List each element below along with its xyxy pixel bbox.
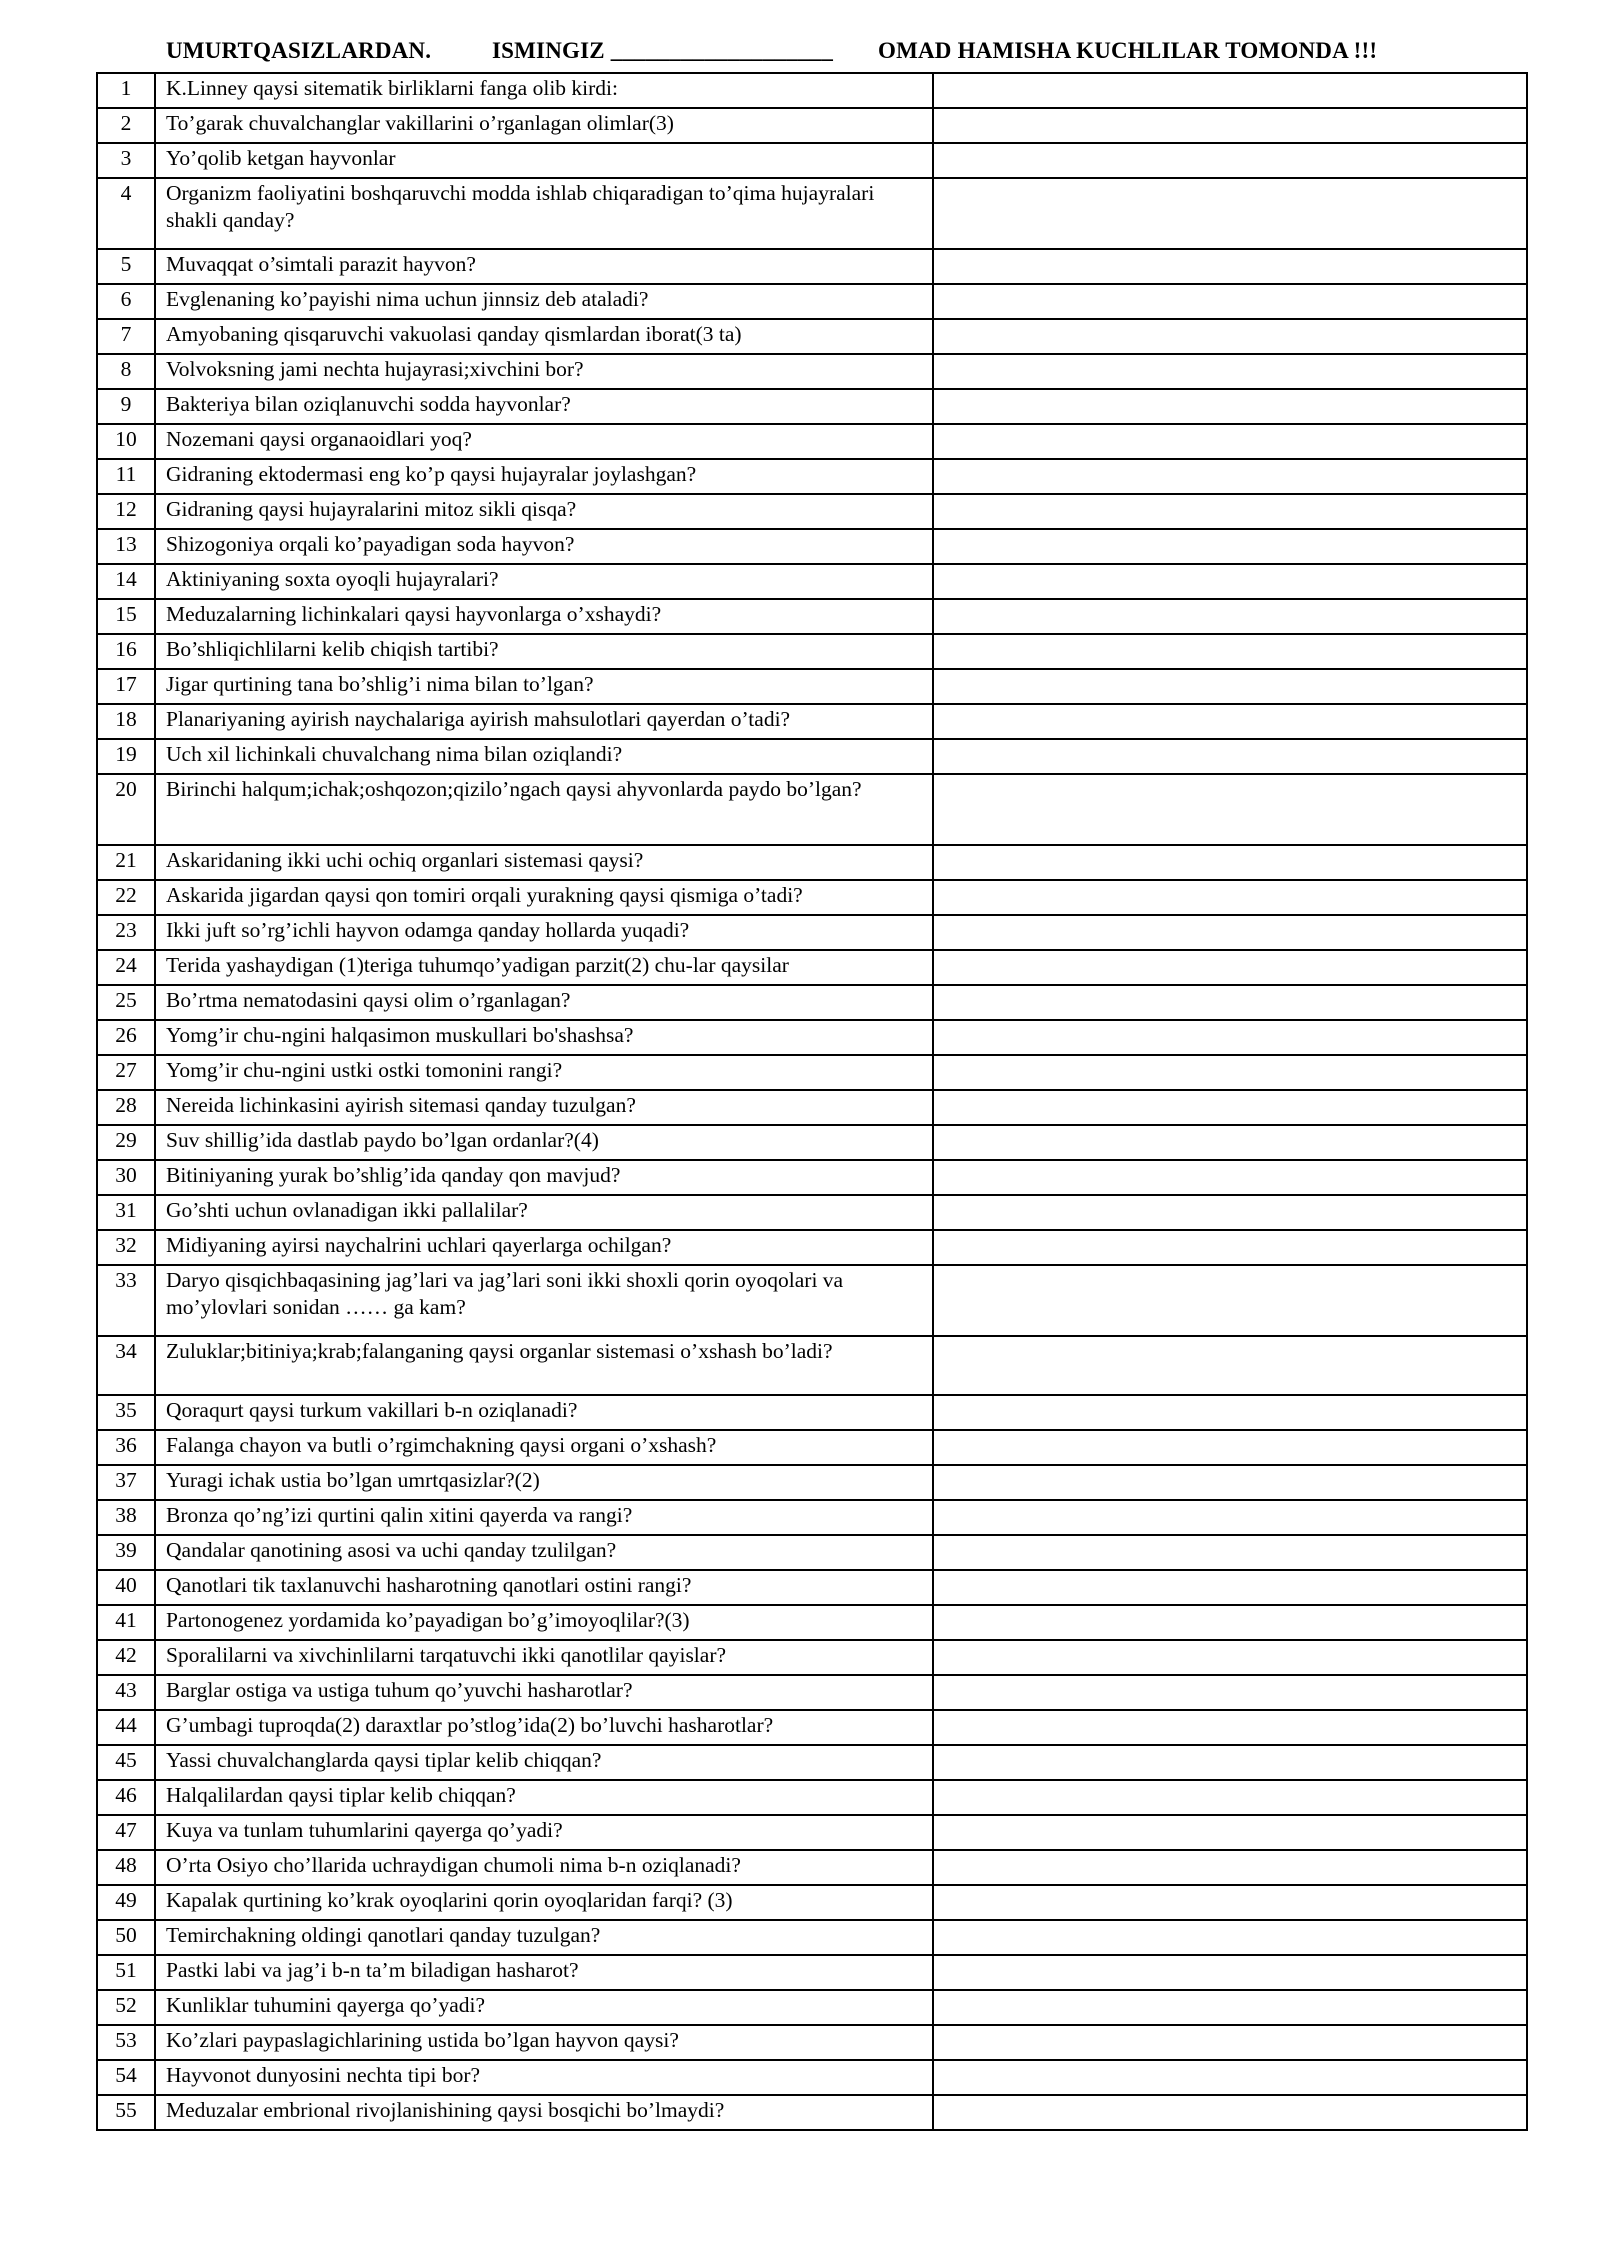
answer-cell[interactable] (933, 1955, 1527, 1990)
question-text: Go’shti uchun ovlanadigan ikki pallalilar? (155, 1195, 933, 1230)
question-text: Yomg’ir chu-ngini ustki ostki tomonini rangi? (155, 1055, 933, 1090)
question-number: 35 (97, 1395, 155, 1430)
question-text: Aktiniyaning soxta oyoqli hujayralari? (155, 564, 933, 599)
table-row (97, 1265, 1527, 1336)
question-number: 32 (97, 1230, 155, 1265)
table-row (97, 1640, 1527, 1675)
table-row (97, 249, 1527, 284)
table-row (97, 178, 1527, 249)
question-text: Bakteriya bilan oziqlanuvchi sodda hayvonlar? (155, 389, 933, 424)
question-number: 16 (97, 634, 155, 669)
answer-cell[interactable] (933, 1395, 1527, 1430)
question-text: Amyobaning qisqaruvchi vakuolasi qanday qismlardan iborat(3 ta) (155, 319, 933, 354)
table-row (97, 1570, 1527, 1605)
table-row (97, 389, 1527, 424)
question-number: 25 (97, 985, 155, 1020)
table-row (97, 880, 1527, 915)
answer-cell[interactable] (933, 704, 1527, 739)
question-number: 48 (97, 1850, 155, 1885)
question-number: 18 (97, 704, 155, 739)
question-number: 38 (97, 1500, 155, 1535)
question-number: 36 (97, 1430, 155, 1465)
question-text: Meduzalarning lichinkalari qaysi hayvonlarga o’xshaydi? (155, 599, 933, 634)
question-number: 34 (97, 1336, 155, 1395)
question-number: 52 (97, 1990, 155, 2025)
table-row (97, 1780, 1527, 1815)
question-number: 20 (97, 774, 155, 845)
answer-cell[interactable] (933, 1675, 1527, 1710)
question-number: 17 (97, 669, 155, 704)
question-text: Partonogenez yordamida ko’payadigan bo’g’imoyoqlilar?(3) (155, 1605, 933, 1640)
question-number: 23 (97, 915, 155, 950)
question-number: 14 (97, 564, 155, 599)
answer-cell[interactable] (933, 845, 1527, 880)
table-row (97, 529, 1527, 564)
question-text: Qoraqurt qaysi turkum vakillari b-n oziqlanadi? (155, 1395, 933, 1430)
answer-cell[interactable] (933, 1745, 1527, 1780)
table-row (97, 143, 1527, 178)
question-text: Kapalak qurtining ko’krak oyoqlarini qorin oyoqlaridan farqi? (3) (155, 1885, 933, 1920)
question-text: Meduzalar embrional rivojlanishining qaysi bosqichi bo’lmaydi? (155, 2095, 933, 2130)
question-number: 26 (97, 1020, 155, 1055)
question-text: Planariyaning ayirish naychalariga ayirish mahsulotlari qayerdan o’tadi? (155, 704, 933, 739)
table-row (97, 1465, 1527, 1500)
answer-cell[interactable] (933, 1230, 1527, 1265)
answer-cell[interactable] (933, 950, 1527, 985)
question-number: 47 (97, 1815, 155, 1850)
question-text: Temirchakning oldingi qanotlari qanday tuzulgan? (155, 1920, 933, 1955)
question-text: Halqalilardan qaysi tiplar kelib chiqqan? (155, 1780, 933, 1815)
question-text: Yassi chuvalchanglarda qaysi tiplar kelib chiqqan? (155, 1745, 933, 1780)
question-text: Yuragi ichak ustia bo’lgan umrtqasizlar?(2) (155, 1465, 933, 1500)
answer-cell[interactable] (933, 1265, 1527, 1336)
question-text: Bo’shliqichlilarni kelib chiqish tartibi? (155, 634, 933, 669)
question-text: Terida yashaydigan (1)teriga tuhumqo’yadigan parzit(2) chu-lar qaysilar (155, 950, 933, 985)
question-text: Uch xil lichinkali chuvalchang nima bilan oziqlandi? (155, 739, 933, 774)
table-row (97, 284, 1527, 319)
table-row (97, 1605, 1527, 1640)
table-row (97, 774, 1527, 845)
answer-cell[interactable] (933, 73, 1527, 108)
answer-cell[interactable] (933, 2060, 1527, 2095)
question-text: Ko’zlari paypaslagichlarining ustida bo’lgan hayvon qaysi? (155, 2025, 933, 2060)
question-text: To’garak chuvalchanglar vakillarini o’rganlagan olimlar(3) (155, 108, 933, 143)
question-text: Bo’rtma nematodasini qaysi olim o’rganlagan? (155, 985, 933, 1020)
table-row (97, 634, 1527, 669)
question-text: Suv shillig’ida dastlab paydo bo’lgan ordanlar?(4) (155, 1125, 933, 1160)
answer-cell[interactable] (933, 1020, 1527, 1055)
table-row (97, 2060, 1527, 2095)
table-row (97, 319, 1527, 354)
question-number: 46 (97, 1780, 155, 1815)
question-number: 44 (97, 1710, 155, 1745)
question-text: Jigar qurtining tana bo’shlig’i nima bilan to’lgan? (155, 669, 933, 704)
table-row (97, 985, 1527, 1020)
answer-cell[interactable] (933, 1570, 1527, 1605)
answer-cell[interactable] (933, 1195, 1527, 1230)
answer-cell[interactable] (933, 143, 1527, 178)
table-row (97, 1955, 1527, 1990)
answer-cell[interactable] (933, 249, 1527, 284)
answer-cell[interactable] (933, 529, 1527, 564)
question-number: 30 (97, 1160, 155, 1195)
table-row (97, 704, 1527, 739)
answer-cell[interactable] (933, 1780, 1527, 1815)
answer-cell[interactable] (933, 1090, 1527, 1125)
table-row (97, 845, 1527, 880)
answer-cell[interactable] (933, 915, 1527, 950)
answer-cell[interactable] (933, 354, 1527, 389)
header-topic: UMURTQASIZLARDAN. (166, 38, 432, 63)
answer-cell[interactable] (933, 634, 1527, 669)
header-name-field: ISMINGIZ ___________________ (492, 38, 834, 63)
answer-cell[interactable] (933, 1336, 1527, 1395)
table-row (97, 1055, 1527, 1090)
question-number: 55 (97, 2095, 155, 2130)
table-row (97, 950, 1527, 985)
question-number: 31 (97, 1195, 155, 1230)
questions-body (97, 73, 1527, 2130)
question-text: K.Linney qaysi sitematik birliklarni fanga olib kirdi: (155, 73, 933, 108)
table-row (97, 1500, 1527, 1535)
question-number: 29 (97, 1125, 155, 1160)
question-text: Askarida jigardan qaysi qon tomiri orqali yurakning qaysi qismiga o’tadi? (155, 880, 933, 915)
question-number: 45 (97, 1745, 155, 1780)
question-text: Bitiniyaning yurak bo’shlig’ida qanday qon mavjud? (155, 1160, 933, 1195)
answer-cell[interactable] (933, 494, 1527, 529)
question-text: Volvoksning jami nechta hujayrasi;xivchini bor? (155, 354, 933, 389)
question-number: 22 (97, 880, 155, 915)
answer-cell[interactable] (933, 2025, 1527, 2060)
question-text: O’rta Osiyo cho’llarida uchraydigan chumoli nima b-n oziqlanadi? (155, 1850, 933, 1885)
answer-cell[interactable] (933, 1920, 1527, 1955)
questions-table (96, 72, 1528, 2131)
question-number: 51 (97, 1955, 155, 1990)
question-text: Falanga chayon va butli o’rgimchakning qaysi organi o’xshash? (155, 1430, 933, 1465)
answer-cell[interactable] (933, 599, 1527, 634)
question-text: Zuluklar;bitiniya;krab;falanganing qaysi organlar sistemasi o’xshash bo’ladi? (155, 1336, 933, 1395)
table-row (97, 1850, 1527, 1885)
question-text: Nereida lichinkasini ayirish sitemasi qanday tuzulgan? (155, 1090, 933, 1125)
question-number: 15 (97, 599, 155, 634)
answer-cell[interactable] (933, 1990, 1527, 2025)
table-row (97, 2095, 1527, 2130)
table-row (97, 915, 1527, 950)
question-number: 39 (97, 1535, 155, 1570)
answer-cell[interactable] (933, 564, 1527, 599)
question-text: Sporalilarni va xivchinlilarni tarqatuvchi ikki qanotlilar qayislar? (155, 1640, 933, 1675)
answer-cell[interactable] (933, 1465, 1527, 1500)
answer-cell[interactable] (933, 108, 1527, 143)
table-row (97, 1430, 1527, 1465)
question-text: Daryo qisqichbaqasining jag’lari va jag’lari soni ikki shoxli qorin oyoqolari va mo’ylovlari sonidan …… ga kam? (155, 1265, 933, 1336)
answer-cell[interactable] (933, 1430, 1527, 1465)
question-number: 7 (97, 319, 155, 354)
answer-cell[interactable] (933, 389, 1527, 424)
question-text: Askaridaning ikki uchi ochiq organlari sistemasi qaysi? (155, 845, 933, 880)
table-row (97, 1920, 1527, 1955)
header-motto: OMAD HAMISHA KUCHLILAR TOMONDA !!! (878, 38, 1378, 63)
question-number: 24 (97, 950, 155, 985)
answer-cell[interactable] (933, 319, 1527, 354)
table-row (97, 1990, 1527, 2025)
question-number: 1 (97, 73, 155, 108)
answer-cell[interactable] (933, 284, 1527, 319)
table-row (97, 73, 1527, 108)
answer-cell[interactable] (933, 1125, 1527, 1160)
question-number: 6 (97, 284, 155, 319)
question-text: G’umbagi tuproqda(2) daraxtlar po’stlog’ida(2) bo’luvchi hasharotlar? (155, 1710, 933, 1745)
answer-cell[interactable] (933, 178, 1527, 249)
answer-cell[interactable] (933, 459, 1527, 494)
question-number: 43 (97, 1675, 155, 1710)
question-number: 50 (97, 1920, 155, 1955)
question-number: 37 (97, 1465, 155, 1500)
question-text: Pastki labi va jag’i b-n ta’m biladigan hasharot? (155, 1955, 933, 1990)
table-row (97, 108, 1527, 143)
table-row (97, 1020, 1527, 1055)
answer-cell[interactable] (933, 1500, 1527, 1535)
question-number: 40 (97, 1570, 155, 1605)
answer-cell[interactable] (933, 1850, 1527, 1885)
answer-cell[interactable] (933, 1710, 1527, 1745)
question-number: 13 (97, 529, 155, 564)
answer-cell[interactable] (933, 739, 1527, 774)
answer-cell[interactable] (933, 1640, 1527, 1675)
question-text: Bronza qo’ng’izi qurtini qalin xitini qayerda va rangi? (155, 1500, 933, 1535)
question-number: 53 (97, 2025, 155, 2060)
question-text: Ikki juft so’rg’ichli hayvon odamga qanday hollarda yuqadi? (155, 915, 933, 950)
answer-cell[interactable] (933, 1605, 1527, 1640)
answer-cell[interactable] (933, 1815, 1527, 1850)
question-text: Gidraning qaysi hujayralarini mitoz sikli qisqa? (155, 494, 933, 529)
answer-cell[interactable] (933, 1055, 1527, 1090)
table-row (97, 599, 1527, 634)
question-text: Shizogoniya orqali ko’payadigan soda hayvon? (155, 529, 933, 564)
answer-cell[interactable] (933, 774, 1527, 845)
table-row (97, 564, 1527, 599)
table-row (97, 1230, 1527, 1265)
table-row (97, 354, 1527, 389)
table-row (97, 669, 1527, 704)
question-text: Muvaqqat o’simtali parazit hayvon? (155, 249, 933, 284)
table-row (97, 1885, 1527, 1920)
question-text: Yo’qolib ketgan hayvonlar (155, 143, 933, 178)
answer-cell[interactable] (933, 1535, 1527, 1570)
table-row (97, 1675, 1527, 1710)
question-number: 8 (97, 354, 155, 389)
question-number: 28 (97, 1090, 155, 1125)
question-text: Hayvonot dunyosini nechta tipi bor? (155, 2060, 933, 2095)
question-text: Midiyaning ayirsi naychalrini uchlari qayerlarga ochilgan? (155, 1230, 933, 1265)
question-number: 33 (97, 1265, 155, 1336)
table-row (97, 1710, 1527, 1745)
question-text: Barglar ostiga va ustiga tuhum qo’yuvchi hasharotlar? (155, 1675, 933, 1710)
table-row (97, 424, 1527, 459)
question-text: Yomg’ir chu-ngini halqasimon muskullari bo'shashsa? (155, 1020, 933, 1055)
question-text: Organizm faoliyatini boshqaruvchi modda ishlab chiqaradigan to’qima hujayralari shakli qanday? (155, 178, 933, 249)
question-text: Birinchi halqum;ichak;oshqozon;qizilo’ngach qaysi ahyvonlarda paydo bo’lgan? (155, 774, 933, 845)
answer-cell[interactable] (933, 985, 1527, 1020)
question-number: 21 (97, 845, 155, 880)
table-row (97, 1815, 1527, 1850)
table-row (97, 494, 1527, 529)
answer-cell[interactable] (933, 1885, 1527, 1920)
table-row (97, 459, 1527, 494)
question-number: 10 (97, 424, 155, 459)
table-row (97, 1535, 1527, 1570)
question-number: 5 (97, 249, 155, 284)
table-row (97, 1090, 1527, 1125)
table-row (97, 1125, 1527, 1160)
question-number: 41 (97, 1605, 155, 1640)
question-text: Qandalar qanotining asosi va uchi qanday tzulilgan? (155, 1535, 933, 1570)
question-number: 2 (97, 108, 155, 143)
table-row (97, 1395, 1527, 1430)
question-text: Kuya va tunlam tuhumlarini qayerga qo’yadi? (155, 1815, 933, 1850)
question-number: 3 (97, 143, 155, 178)
table-row (97, 1160, 1527, 1195)
question-number: 11 (97, 459, 155, 494)
question-text: Nozemani qaysi organaoidlari yoq? (155, 424, 933, 459)
answer-cell[interactable] (933, 880, 1527, 915)
table-row (97, 1745, 1527, 1780)
table-row (97, 739, 1527, 774)
question-text: Qanotlari tik taxlanuvchi hasharotning qanotlari ostini rangi? (155, 1570, 933, 1605)
question-number: 19 (97, 739, 155, 774)
answer-cell[interactable] (933, 424, 1527, 459)
question-number: 12 (97, 494, 155, 529)
question-number: 27 (97, 1055, 155, 1090)
question-number: 42 (97, 1640, 155, 1675)
question-number: 54 (97, 2060, 155, 2095)
question-text: Gidraning ektodermasi eng ko’p qaysi hujayralar joylashgan? (155, 459, 933, 494)
question-number: 49 (97, 1885, 155, 1920)
question-number: 9 (97, 389, 155, 424)
question-text: Kunliklar tuhumini qayerga qo’yadi? (155, 1990, 933, 2025)
question-number: 4 (97, 178, 155, 249)
table-row (97, 1195, 1527, 1230)
answer-cell[interactable] (933, 1160, 1527, 1195)
answer-cell[interactable] (933, 669, 1527, 704)
table-row (97, 2025, 1527, 2060)
table-row (97, 1336, 1527, 1395)
question-text: Evglenaning ko’payishi nima uchun jinnsiz deb ataladi? (155, 284, 933, 319)
answer-cell[interactable] (933, 2095, 1527, 2130)
